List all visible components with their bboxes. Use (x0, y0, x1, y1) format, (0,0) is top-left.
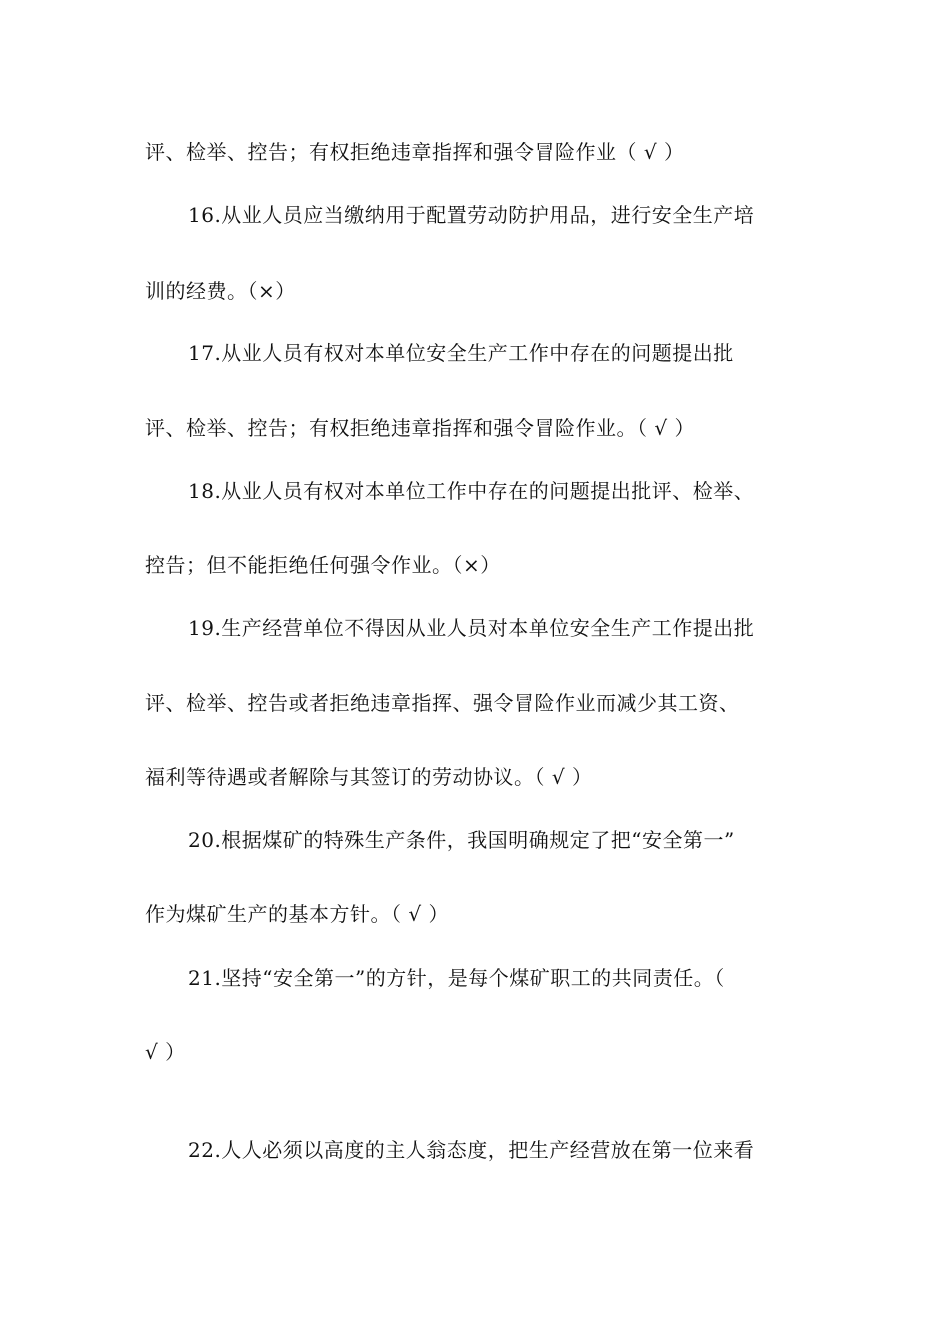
text-line: 控告；但不能拒绝任何强令作业。（×） (145, 553, 501, 577)
text-line: 评、检举、控告或者拒绝违章指挥、强令冒险作业而减少其工资、 (145, 691, 740, 715)
question-19-line: 19.生产经营单位不得因从业人员对本单位安全生产工作提出批 (188, 616, 755, 640)
question-22-line: 22.人人必须以高度的主人翁态度，把生产经营放在第一位来看 (188, 1138, 755, 1162)
text-line: 训的经费。（×） (145, 279, 296, 303)
text-line: 福利等待遇或者解除与其签订的劳动协议。（ √ ） (145, 765, 593, 789)
text-line: 评、检举、控告；有权拒绝违章指挥和强令冒险作业。（ √ ） (145, 416, 695, 440)
text-line: 评、检举、控告；有权拒绝违章指挥和强令冒险作业（ √ ） (145, 140, 685, 164)
text-line: √ ） (145, 1040, 186, 1064)
question-21-line: 21.坚持“安全第一”的方针，是每个煤矿职工的共同责任。（ (188, 966, 725, 990)
text-line: 作为煤矿生产的基本方针。（ √ ） (145, 902, 449, 926)
question-18-line: 18.从业人员有权对本单位工作中存在的问题提出批评、检举、 (188, 479, 755, 503)
question-16-line: 16.从业人员应当缴纳用于配置劳动防护用品，进行安全生产培 (188, 203, 755, 227)
question-17-line: 17.从业人员有权对本单位安全生产工作中存在的问题提出批 (188, 341, 734, 365)
question-20-line: 20.根据煤矿的特殊生产条件，我国明确规定了把“安全第一” (188, 828, 735, 852)
